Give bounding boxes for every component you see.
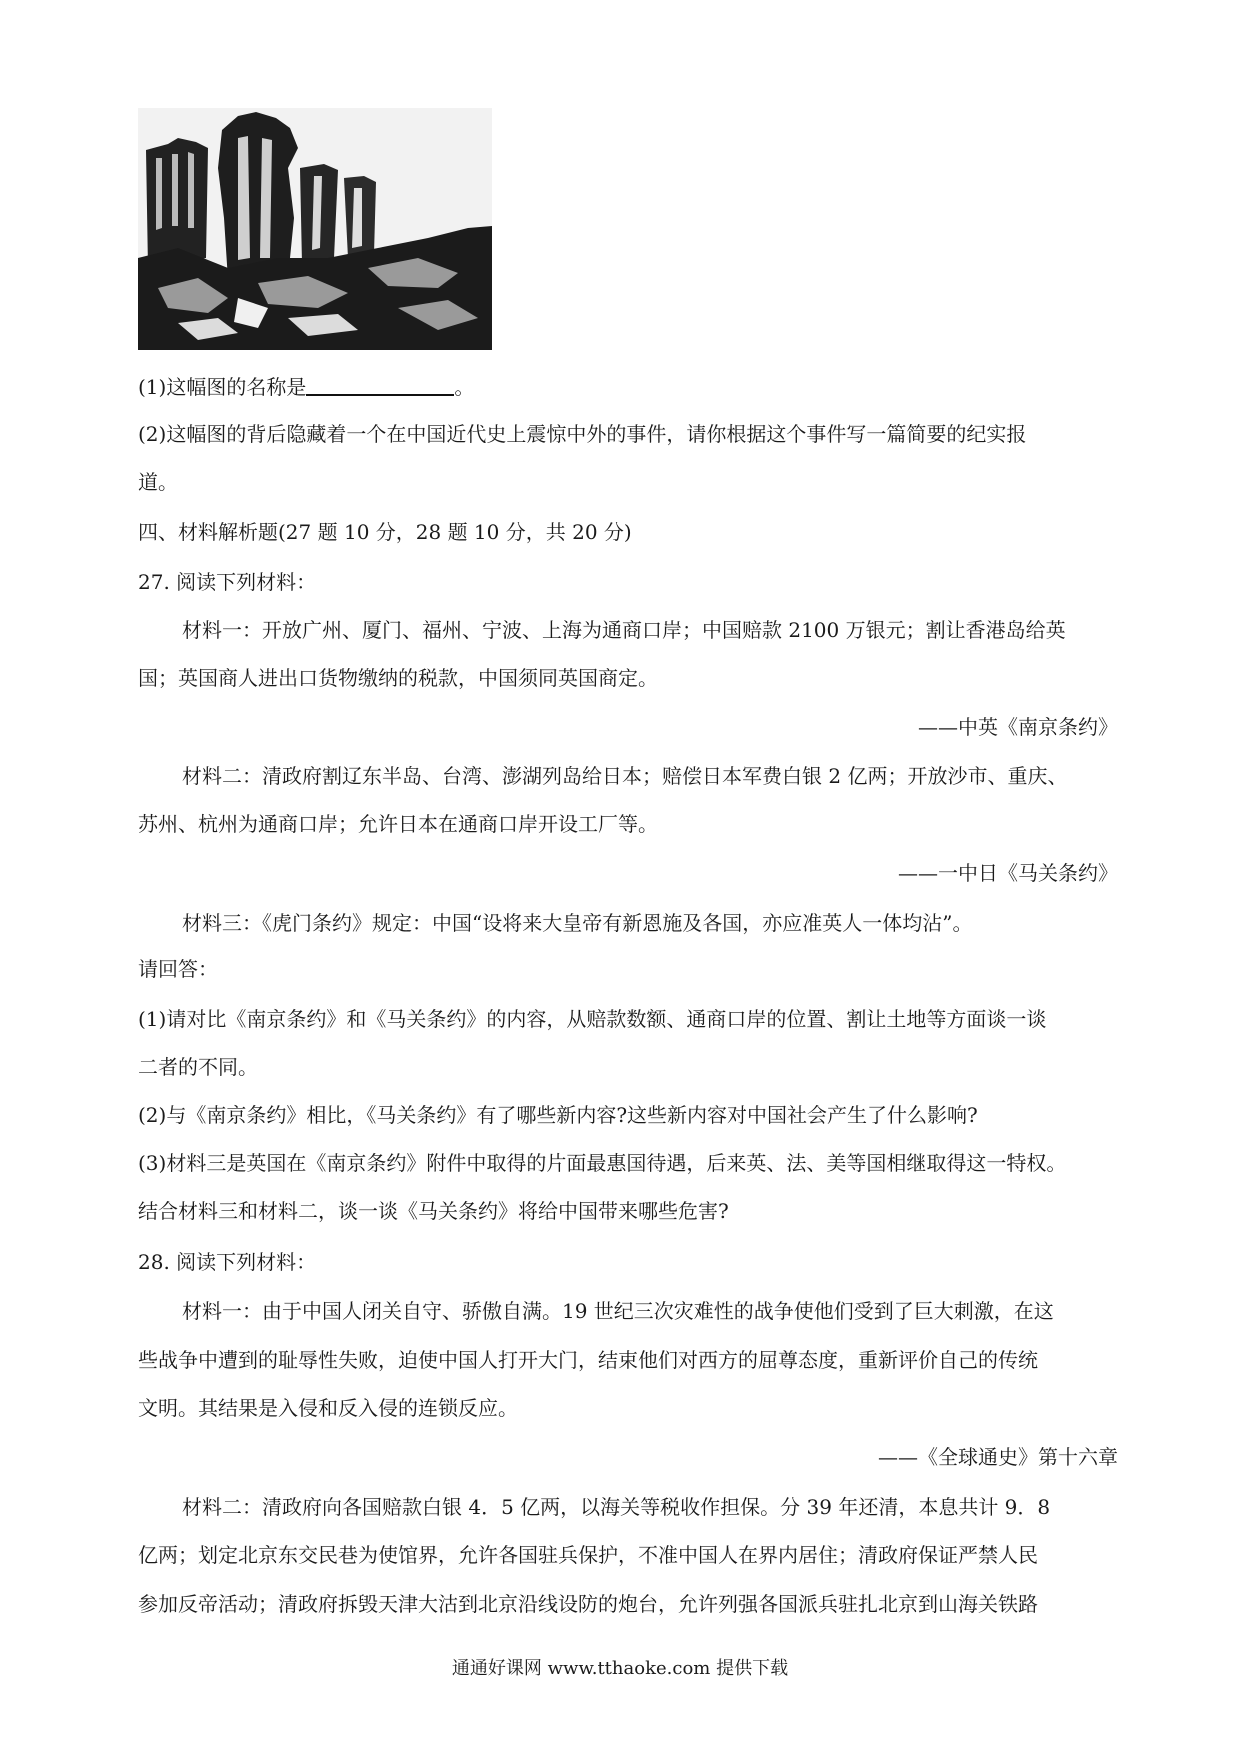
q27-answer-prompt: 请回答：: [138, 957, 218, 981]
q28-material2-line3: 参加反帝活动；清政府拆毁天津大沽到北京沿线设防的炮台，允许列强各国派兵驻扎北京到山海关铁路: [138, 1592, 1038, 1616]
q28-title: 28. 阅读下列材料：: [138, 1250, 317, 1274]
answer-blank[interactable]: [306, 372, 454, 396]
q27-material1-source: ——中英《南京条约》: [918, 715, 1118, 739]
q26-sub1: [138, 372, 474, 401]
section4-heading: 四、材料解析题(27 题 10 分，28 题 10 分，共 20 分): [138, 520, 632, 544]
q26-sub2-line1: (2)这幅图的背后隐藏着一个在中国近代史上震惊中外的事件，请你根据这个事件写一篇简要的纪实报: [138, 422, 1027, 446]
q28-material1-source: ——《全球通史》第十六章: [878, 1445, 1118, 1469]
q27-material1-line1: 材料一：开放广州、厦门、福州、宁波、上海为通商口岸；中国赔款 2100 万银元；割让香港岛给英: [182, 618, 1066, 642]
q28-material1-line2: 些战争中遭到的耻辱性失败，迫使中国人打开大门，结束他们对西方的屈尊态度，重新评价自己的传统: [138, 1348, 1038, 1372]
q26-sub2-line2: 道。: [138, 470, 178, 494]
q27-question1-line2: 二者的不同。: [138, 1055, 258, 1079]
q27-material3-line1: 材料三：《虎门条约》规定：中国“设将来大皇帝有新恩施及各国，亦应准英人一体均沾”。: [182, 911, 973, 935]
q28-material1-line3: 文明。其结果是入侵和反入侵的连锁反应。: [138, 1396, 518, 1420]
q28-material2-line1: 材料二：清政府向各国赔款白银 4．5 亿两，以海关等税收作担保。分 39 年还清，本息共计 9．8: [182, 1495, 1051, 1519]
q28-material1-line1: 材料一：由于中国人闭关自守、骄傲自满。19 世纪三次灾难性的战争使他们受到了巨大刺激，在这: [182, 1299, 1054, 1323]
q28-material2-line2: 亿两；划定北京东交民巷为使馆界，允许各国驻兵保护，不准中国人在界内居住；清政府保证严禁人民: [138, 1543, 1038, 1567]
q27-material2-source: ——一中日《马关条约》: [898, 861, 1118, 885]
q26-sub1-suffix: 。: [454, 375, 475, 399]
q27-material2-line2: 苏州、杭州为通商口岸；允许日本在通商口岸开设工厂等。: [138, 812, 658, 836]
page-footer: 通通好课网 www.tthaoke.com 提供下载: [451, 1658, 789, 1679]
q27-material2-line1: 材料二：清政府割辽东半岛、台湾、澎湖列岛给日本；赔偿日本军费白银 2 亿两；开放沙市、重庆、: [182, 764, 1068, 788]
q27-title: 27. 阅读下列材料：: [138, 570, 317, 594]
q26-sub1-text: (1)这幅图的名称是: [138, 375, 307, 399]
ruins-photo: [138, 108, 492, 350]
q27-question2-line1: (2)与《南京条约》相比，《马关条约》有了哪些新内容?这些新内容对中国社会产生了什么影响?: [138, 1103, 978, 1127]
q27-question3-line2: 结合材料三和材料二，谈一谈《马关条约》将给中国带来哪些危害?: [138, 1199, 729, 1223]
q27-material1-line2: 国；英国商人进出口货物缴纳的税款，中国须同英国商定。: [138, 666, 658, 690]
q27-question3-line1: (3)材料三是英国在《南京条约》附件中取得的片面最惠国待遇，后来英、法、美等国相继取得这一特权。: [138, 1151, 1067, 1175]
q27-question1-line1: (1)请对比《南京条约》和《马关条约》的内容，从赔款数额、通商口岸的位置、割让土地等方面谈一谈: [138, 1007, 1047, 1031]
